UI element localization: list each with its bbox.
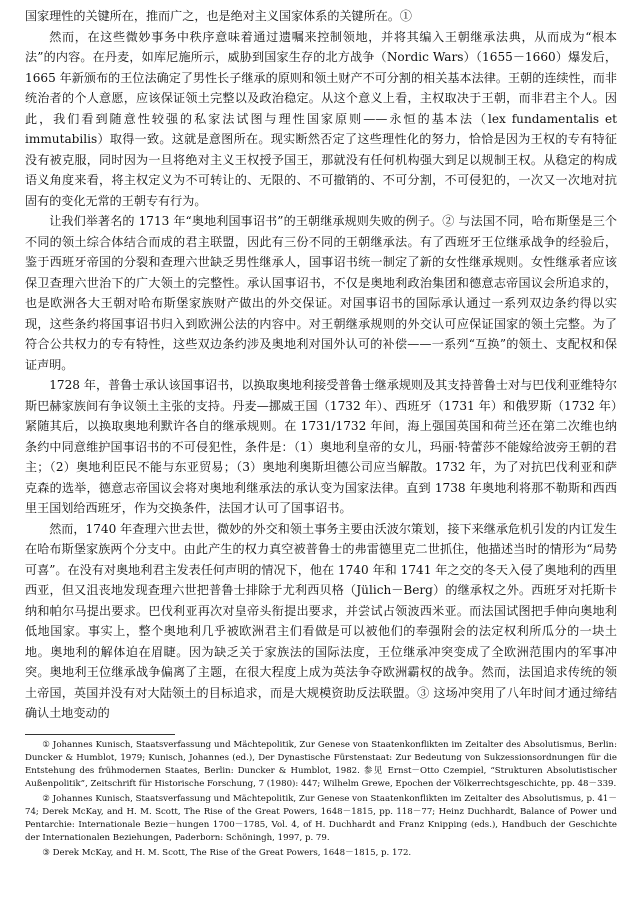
footnote-divider xyxy=(25,734,175,735)
body-paragraph-5: 然而，1740 年查理六世去世，微妙的外交和领土事务主要由沃波尔策划，接下来继承危机引发的内讧发生在哈布斯堡家族两个分支中。由此产生的权力真空被普鲁士的弗雷德里克二世抓住，他描述当时的情形为“局势可喜”。在没有对奥地利君主发表任何声明的情况下，他在 1740 年和 1741 年之交的冬天入侵了奥地利的西里西亚，但又沮丧地发现查理六世把普鲁士排除于尤利西贝格（Jülich－Berg）的继承权之外。西班牙对托斯卡纳和帕尔马提出要求。巴伐利亚再次对皇帝头衔提出要求，并尝试占领波西米亚。而法国试图把手伸向奥地利低地国家。事实上，整个奥地利几乎被欧洲君主们看做是可以被他们的奉强附会的法定权利所瓜分的一块土地。奥地利的解体迫在眉睫。因为缺乏关于家族法的国际法度，王位继承冲突变成了全欧洲范围内的军事冲突。奥地利王位继承战争偏离了主题，在很大程度上成为英法争夺欧洲霸权的战争。然而，法国追求传统的领土帝国，英国并没有对大陆领土的目标追求，而是大规模资助反法联盟。③ 这场冲突用了八年时间才通过缔结确认土地变动的 xyxy=(25,521,617,720)
footnote-1: ① Johannes Kunisch, Staatsverfassung und Mächtepolitik, Zur Genese von Staatenkonflikten im Zeitalter des Absolutismus, Berlin: Duncker & Humblot, 1979; Kunisch, Johannes (ed.), Der Dynastische Fürstenstaat: Zur Bedeutung von Sukzessionsordnungen für die Entstehung des frühmodernen Staates, Berlin: Duncker & Humblot, 1982. 参见 Ernst－Otto Czempiel, “Strukturen Absolutistischer Außenpolitik”, Zeitschrift für Historische Forschung, 7 (1980): 447; Wilhelm Grewe, Epochen der Völkerrechtsgeschichte, pp. 48－339. xyxy=(25,739,617,789)
body-paragraph-3: 让我们举著名的 1713 年“奥地利国事诏书”的王朝继承规则失败的例子。② 与法国不同，哈布斯堡是三个不同的领土综合体结合而成的君主联盟，因此有三份不同的王朝继承法。有了西班牙王位继承战争的经验后，鉴于西班牙帝国的分裂和查理六世缺乏男性继承人，国事诏书统一制定了新的女性继承规则。女性继承者应该保卫查理六世治下的广大领土的完整性。承认国事诏书，不仅是奥地利政治集团和德意志帝国议会所追求的，也是欧洲各大王朝对哈布斯堡家族财产做出的外交保证。对国事诏书的国际承认通过一系列双边条约得以实现，这些条约将国事诏书归入到欧洲公法的内容中。对王朝继承规则的外交认可应保证国家的领土完整。为了符合公共权力的专有特性，这些双边条约涉及奥地利对国外认可的补偿——一系列“互换”的领土、支配权和保证声明。 xyxy=(25,214,617,372)
body-paragraph-2: 然而，在这些微妙事务中秩序意味着通过遗嘱来控制领地，并将其编入王朝继承法典，从而成为“根本法”的内容。在丹麦，如库尼施所示，威胁到国家生存的北方战争（Nordic Wars）（1655－1660）爆发后，1665 年新颁布的王位法确定了男性长子继承的原则和领土财产不可分割的相关基本法律。王朝的连续性，而非统治者的个人意愿，应该保证领土完整以及政治稳定。从这个意义上看，主权取决于王朝，而非君主个人。因此，我们看到随意性较强的私家法试图与理性国家原则——永恒的基本法（lex fundamentalis et immutabilis）取得一致。这就是意图所在。现实断然否定了这些理性化的努力，恰恰是因为王权的专有特征没有被克服，同时因为一旦将绝对主义王权授予国王，那就没有任何机构强大到足以规制王权。从稳定的构成语义角度来看，将主权定义为不可转让的、无限的、不可撤销的、不可分割，不可侵犯的，一次又一次地对抗固有的变化无常的王朝专有行为。 xyxy=(25,29,617,208)
body-paragraph-1: 国家理性的关键所在，推而广之，也是绝对主义国家体系的关键所在。① xyxy=(25,9,413,23)
document-page xyxy=(25,6,617,862)
body-paragraph-4: 1728 年，普鲁士承认该国事诏书，以换取奥地利接受普鲁士继承规则及其支持普鲁士对与巴伐利亚维特尔斯巴赫家族间有争议领土主张的支持。丹麦—挪威王国（1732 年）、西班牙（1731 年）和俄罗斯（1732 年）紧随其后，以换取奥地利默许各自的继承规则。在 1731/1732 年间，海上强国英国和荷兰还在第二次维也纳条约中同意维护国事诏书的不可侵犯性，条件是：（1）奥地利皇帝的女儿，玛丽·特蕾莎不能嫁给波旁王朝的君主；（2）奥地利臣民不能与东亚贸易；（3）奥地利奥斯坦德公司应当解散。1732 年，为了对抗巴伐利亚和萨克森的选举，德意志帝国议会将对奥地利继承法的承认变为国家法律。直到 1738 年奥地利将那不勒斯和西西里王国划给西班牙，作为交换条件，法国才认可了国事诏书。 xyxy=(25,378,617,515)
footnote-2: ② Johannes Kunisch, Staatsverfassung und Mächtepolitik, Zur Genese von Staatenkonflikten im Zeitalter des Absolutismus, p. 41－74; Derek McKay, and H. M. Scott, The Rise of the Great Powers, 1648－1815, pp. 118－77; Heinz Duchhardt, Balance of Power und Pentarchie: Internationale Bezie－hungen 1700－1785, Vol. 4, of H. Duchhardt and Franz Knipping (eds.), Handbuch der Geschichte der Internationalen Beziehungen, Paderborn: Schöningh, 1997, p. 79. xyxy=(25,793,617,844)
footnote-3: ③ Derek McKay, and H. M. Scott, The Rise of the Great Powers, 1648－1815, p. 172. xyxy=(42,848,412,859)
